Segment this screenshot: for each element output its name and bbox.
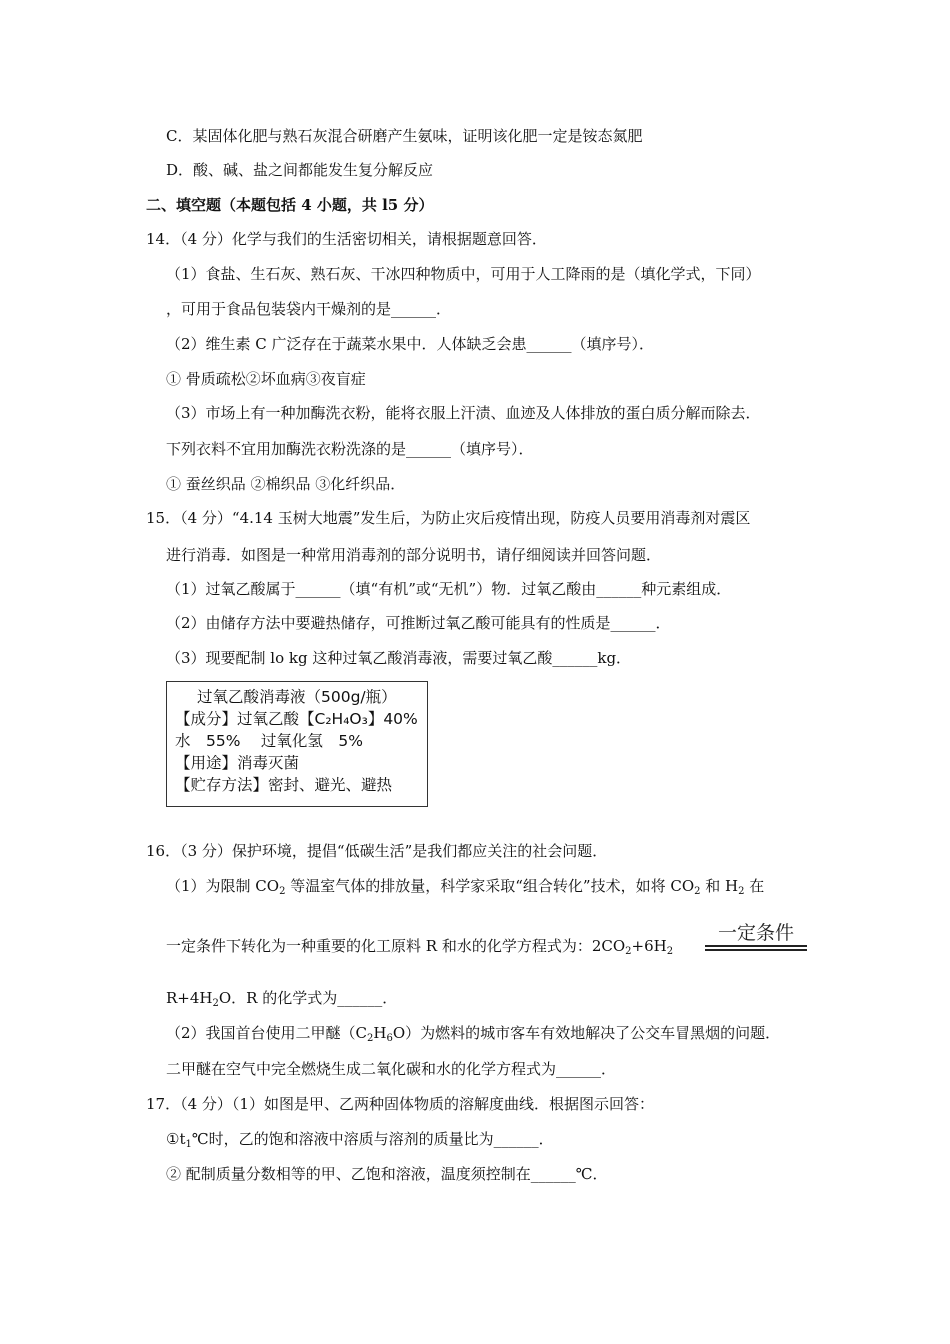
section-heading: 二、填空题（本题包括 4 小题，共 l5 分） bbox=[146, 196, 434, 214]
label-title: 过氧乙酸消毒液（500g/瓶） bbox=[197, 688, 397, 706]
label-ingredient: 【成分】过氧乙酸【C₂H₄O₃】40% bbox=[175, 710, 418, 728]
q17-part2: ② 配制质量分数相等的甲、乙饱和溶液，温度须控制在______℃． bbox=[166, 1165, 608, 1183]
option-c: C．某固体化肥与熟石灰混合研磨产生氨味，证明该化肥一定是铵态氮肥 bbox=[166, 127, 643, 145]
question-14: 14．（4 分）化学与我们的生活密切相关，请根据题意回答． bbox=[146, 230, 547, 248]
q14-part3: （3）市场上有一种加酶洗衣粉，能将衣服上汗渍、血迹及人体排放的蛋白质分解而除去． bbox=[166, 404, 761, 422]
equals-bar-top bbox=[705, 945, 807, 947]
q14-part3-options: ① 蚕丝织品 ②棉织品 ③化纤织品． bbox=[166, 475, 406, 493]
q15-part1: （1）过氧乙酸属于______（填“有机”或“无机”）物．过氧乙酸由______种元素组成． bbox=[166, 580, 732, 598]
question-15-cont: 进行消毒．如图是一种常用消毒剂的部分说明书，请仔细阅读并回答问题． bbox=[166, 546, 662, 564]
option-d: D．酸、碱、盐之间都能发生复分解反应 bbox=[166, 161, 434, 179]
disinfectant-label-image bbox=[166, 681, 428, 807]
q16-part1-equation: 一定条件下转化为一种重要的化工原料 R 和水的化学方程式为：$2CO_2+6H_2$ bbox=[166, 937, 674, 957]
question-15: 15．（4 分）“4.14 玉树大地震”发生后，为防止灾后疫情出现，防疫人员要用消毒剂对震区 bbox=[146, 509, 751, 527]
q15-part2: （2）由储存方法中要避热储存，可推断过氧乙酸可能具有的性质是______． bbox=[166, 614, 671, 632]
q14-part2: （2）维生素 C 广泛存在于蔬菜水果中．人体缺乏会患______（填序号）． bbox=[166, 335, 655, 353]
condition-label: 一定条件 bbox=[717, 922, 794, 944]
reaction-condition bbox=[705, 918, 807, 954]
q14-part3-cont: 下列衣料不宜用加酶洗衣粉洗涤的是______（填序号）． bbox=[166, 440, 534, 458]
q16-part2: （2）我国首台使用二甲醚$(C_2H_6O)$为燃料的城市客车有效地解决了公交车冒黑烟的问题． bbox=[166, 1024, 781, 1044]
label-water: 水 55% 过氧化氢 5% bbox=[175, 732, 363, 750]
label-storage: 【贮存方法】密封、避光、避热 bbox=[175, 776, 393, 794]
q16-part2-cont: 二甲醚在空气中完全燃烧生成二氧化碳和水的化学方程式为______． bbox=[166, 1060, 617, 1078]
equals-bar-bottom bbox=[705, 949, 807, 951]
question-17: 17．（4 分）（1）如图是甲、乙两种固体物质的溶解度曲线．根据图示回答： bbox=[146, 1095, 654, 1113]
q16-part1-equation-end: $R+4H_2O$．R 的化学式为______． bbox=[166, 989, 398, 1009]
question-16: 16．（3 分）保护环境，提倡“低碳生活”是我们都应关注的社会问题． bbox=[146, 842, 608, 860]
q15-part3: （3）现要配制 lo kg 这种过氧乙酸消毒液，需要过氧乙酸______kg． bbox=[166, 649, 632, 667]
q14-part1: （1）食盐、生石灰、熟石灰、干冰四种物质中，可用于人工降雨的是（填化学式，下同） bbox=[166, 265, 761, 283]
q17-part1: $①t_1℃$时，乙的饱和溶液中溶质与溶剂的质量比为______． bbox=[166, 1130, 554, 1150]
q14-part2-options: ① 骨质疏松②坏血病③夜盲症 bbox=[166, 370, 366, 388]
q16-part1: （1）为限制 $CO_2$ 等温室气体的排放量，科学家采取“组合转化”技术，如将 $CO_2$ 和 $H_2$ 在 bbox=[166, 877, 765, 897]
label-usage: 【用途】消毒灭菌 bbox=[175, 754, 300, 772]
q14-part1-cont: ，可用于食品包装袋内干燥剂的是______． bbox=[166, 300, 452, 318]
